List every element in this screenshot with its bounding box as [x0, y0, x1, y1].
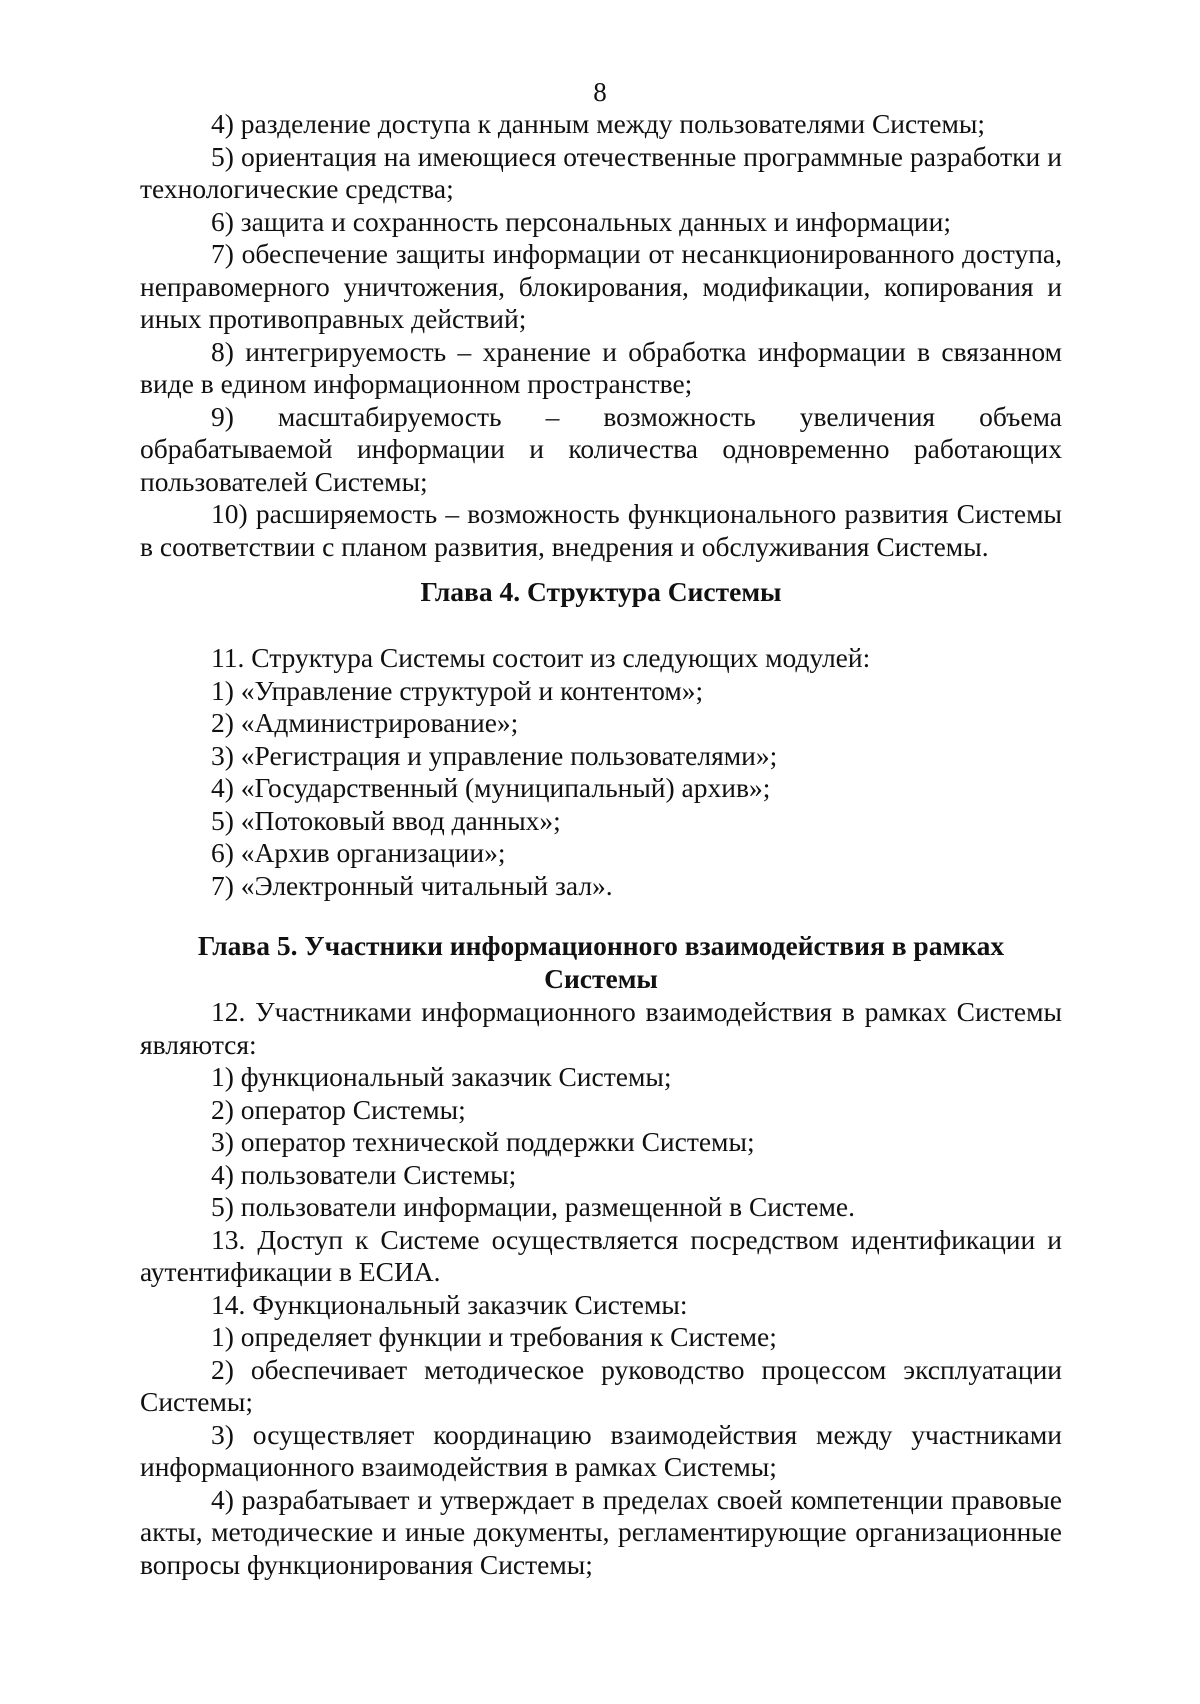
- list-item: 4) пользователи Системы;: [211, 1158, 517, 1190]
- list-item: 6) защита и сохранность персональных данных и информации;: [211, 205, 952, 237]
- list-item: 1) «Управление структурой и контентом»;: [211, 674, 704, 706]
- list-item: 3) оператор технической поддержки Системы;: [211, 1126, 755, 1157]
- list-item: 3) «Регистрация и управление пользователями»;: [211, 739, 778, 771]
- chapter-heading: Глава 5. Участники информационного взаимодействия в рамках Системы: [197, 930, 1005, 994]
- list-item: 2) «Администрирование»;: [211, 707, 519, 738]
- section-principles: [140, 108, 1062, 563]
- list-item: 5) пользователи информации, размещенной в Системе.: [211, 1191, 855, 1222]
- page-number: 8: [593, 77, 607, 107]
- list-item: 4) «Государственный (муниципальный) архив»;: [211, 772, 771, 803]
- list-item: 7) «Электронный читальный зал».: [211, 869, 613, 901]
- list-item: 2) оператор Системы;: [211, 1093, 466, 1125]
- list-item: 10) расширяемость – возможность функционального развития Системы в соответствии с планом развития, внедрения и обслуживания Системы.: [140, 498, 1062, 562]
- chapter-heading: Глава 4. Структура Системы: [420, 576, 782, 607]
- list-item: 6) «Архив организации»;: [211, 837, 506, 868]
- list-item: 4) разрабатывает и утверждает в пределах своей компетенции правовые акты, методические и иные документы, регламентирующие организационные вопросы функционирования Системы;: [140, 1483, 1062, 1580]
- chapter-5-heading-block: [140, 930, 1062, 995]
- list-item: 4) разделение доступа к данным между пользователями Системы;: [211, 108, 985, 139]
- list-item: 7) обеспечение защиты информации от несанкционированного доступа, неправомерного уничтожения, блокирования, модификации, копирования и иных противоправных действий;: [140, 238, 1062, 334]
- list-item: 2) обеспечивает методическое руководство процессом эксплуатации Системы;: [140, 1353, 1062, 1417]
- paragraph: 13. Доступ к Системе осуществляется посредством идентификации и аутентификации в ЕСИА.: [140, 1223, 1062, 1287]
- section-participants: [140, 996, 1062, 1581]
- list-item: 1) определяет функции и требования к Системе;: [211, 1321, 777, 1352]
- section-structure: [140, 642, 1062, 902]
- paragraph: 11. Структура Системы состоит из следующих модулей:: [211, 642, 871, 673]
- list-item: 9) масштабируемость – возможность увеличения объема обрабатываемой информации и количества одновременно работающих пользователей Системы;: [140, 400, 1062, 497]
- paragraph: 14. Функциональный заказчик Системы:: [211, 1288, 688, 1320]
- list-item: 5) ориентация на имеющиеся отечественные программные разработки и технологические средства;: [140, 140, 1062, 204]
- chapter-4-heading-block: [140, 576, 1062, 609]
- list-item: 1) функциональный заказчик Системы;: [211, 1061, 672, 1092]
- paragraph: 12. Участниками информационного взаимодействия в рамках Системы являются:: [140, 996, 1062, 1060]
- list-item: 5) «Потоковый ввод данных»;: [211, 804, 561, 836]
- list-item: 8) интегрируемость – хранение и обработка информации в связанном виде в едином информационном пространстве;: [140, 335, 1062, 399]
- list-item: 3) осуществляет координацию взаимодействия между участниками информационного взаимодействия в рамках Системы;: [140, 1418, 1062, 1482]
